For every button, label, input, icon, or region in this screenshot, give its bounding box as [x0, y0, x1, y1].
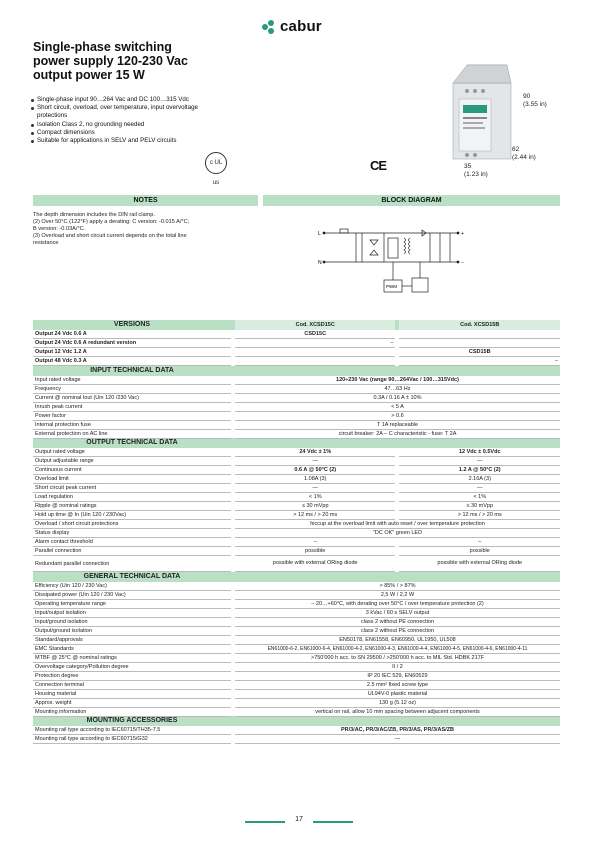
- notes-text: The depth dimension includes the DIN rail clamp. (2) Over 50°C (122°F) apply a derating: C version: -0.015 A/°C; B version: -0.03A/°C. (3) Overload and short circuit current depends on the total line resistance: [33, 212, 190, 246]
- version-row: Output 24 Vdc 0.6 A redundant version –: [33, 339, 560, 348]
- block-diagram: [318, 218, 468, 300]
- product-title: [33, 40, 243, 82]
- general-row: Output/ground isolation class 2 without PE connection: [33, 626, 560, 635]
- version-row: Output 12 Vdc 1.2 A CSD15B: [33, 348, 560, 357]
- notes-heading: NOTES: [33, 195, 258, 206]
- input-row: Inrush peak current < 5 A: [33, 402, 560, 411]
- general-row: Overvoltage category/Pollution degree II / 2: [33, 662, 560, 671]
- output-row: Continuous current 0.6 A @ 50°C (2) 1.2 A @ 50°C (2): [33, 466, 560, 475]
- input-row: Internal protection fuse T 1A replaceable: [33, 420, 560, 429]
- general-row: Protection degree IP 20 IEC 529, EN60529: [33, 671, 560, 680]
- feature-list: [31, 96, 221, 145]
- input-header-row: INPUT TECHNICAL DATA: [33, 366, 560, 376]
- output-header-row: OUTPUT TECHNICAL DATA: [33, 438, 560, 448]
- title-line-3: output power 15 W: [33, 68, 145, 82]
- version-row: Output 48 Vdc 0.3 A –: [35, 358, 558, 364]
- version-col-c: Cod. XCSD15C: [235, 320, 395, 330]
- ce-mark-icon: CE: [370, 158, 387, 173]
- general-row: Dissipated power (Uin 120 / 230 Vac) 2,5 W / 2,2 W: [33, 590, 560, 599]
- title-line-1: Single-phase switching: [33, 40, 172, 54]
- feature-item: Single-phase input 90…264 Vac and DC 100…315 Vdc: [31, 96, 221, 104]
- dimension-width: 35 (1.23 in): [464, 163, 488, 178]
- product-image: [445, 63, 520, 168]
- input-row: Power factor > 0.6: [33, 411, 560, 420]
- general-header-row: GENERAL TECHNICAL DATA: [33, 572, 560, 582]
- general-row: Efficiency (Uin 120 / 230 Vac) > 85% / > 87%: [33, 582, 560, 591]
- output-row: Ripple @ nominal ratings ≤ 30 mVpp ≤ 30 mVpp: [33, 502, 560, 511]
- dimension-depth: 62 (2.44 in): [512, 146, 536, 161]
- svg-text:N: N: [318, 260, 322, 266]
- general-row: Mounting information vertical on rail, allow 10 mm spacing between adjacent components: [33, 707, 560, 716]
- output-row: Status display "DC OK" green LED: [33, 529, 560, 538]
- svg-text:PWM: PWM: [386, 284, 397, 289]
- svg-text:L: L: [318, 231, 321, 237]
- output-row: Overload / short circuit protections hiccup at the overload limit with auto reset / over temperature protection: [33, 520, 560, 529]
- feature-item: Isolation Class 2, no grounding needed: [31, 121, 221, 129]
- general-row: Connection terminal 2.5 mm² fixed screw type: [33, 680, 560, 689]
- output-row: Output rated voltage 24 Vdc ± 1% 12 Vdc ± 0.5Vdc: [33, 448, 560, 457]
- version-col-b: Cod. XCSD15B: [399, 320, 560, 330]
- feature-item: Suitable for applications in SELV and PELV circuits: [31, 137, 221, 145]
- input-row: Input rated voltage 120÷230 Vac (range 90…264Vac / 100…315Vdc): [33, 376, 560, 385]
- svg-text:−: −: [461, 260, 464, 266]
- general-row: Operating temperature range – 20…+60°C, with derating over 50°C / over temperature protection (2): [33, 599, 560, 608]
- output-row: Load regulation < 1% < 1%: [33, 493, 560, 502]
- general-row: EMC Standards EN61000-6-2, EN61000-6-4, EN61000-4-2, EN61000-4-3, EN61000-4-4, EN61000-4-5, EN61000-4-6, EN61000-4-11: [33, 644, 560, 653]
- general-row: Input/ground isolation class 2 without PE connection: [33, 617, 560, 626]
- cabur-logo-icon: [262, 20, 276, 34]
- page-number: 17: [289, 816, 309, 823]
- page-footer: [245, 817, 353, 827]
- block-diagram-heading: BLOCK DIAGRAM: [263, 195, 560, 206]
- input-row: Frequency 47…63 Hz: [33, 384, 560, 393]
- versions-heading: VERSIONS: [33, 320, 231, 330]
- feature-item: Short circuit, overload, over temperature, input overvoltage protections: [31, 104, 221, 120]
- feature-item: Compact dimensions: [31, 129, 221, 137]
- output-row: Output adjustable range — —: [33, 457, 560, 466]
- input-row: Current @ nominal Iout (Uin 120 /230 Vac) 0.3A / 0.16 A ± 10%: [33, 393, 560, 402]
- output-row: Overload limit 1.08A (3) 2.16A (3): [33, 475, 560, 484]
- general-row: Approx. weight 130 g (5.12 oz): [33, 698, 560, 707]
- accessory-row: Mounting rail type according to IEC60715/TH35-7.5 PR/3/AC, PR/3/AC/ZB, PR/3/AS, PR/3/AS/ZB: [33, 726, 560, 735]
- accessories-header-row: MOUNTING ACCESSORIES: [33, 716, 560, 726]
- output-row: Alarm contact threshold – –: [33, 538, 560, 547]
- output-row: Parallel connection possible possible: [33, 547, 560, 556]
- accessory-row: Mounting rail type according to IEC60715/G32 —: [33, 735, 560, 744]
- general-row: MTBF @ 25°C @ nominal ratings >750'000 h acc. to SN 29500 / >250'000 h acc. to MIL Std. HDBK 217F: [33, 653, 560, 662]
- ul-mark-icon: c UL us: [205, 152, 227, 174]
- title-line-2: power supply 120-230 Vac: [33, 54, 188, 68]
- svg-text:+: +: [461, 231, 464, 237]
- versions-header-row: [33, 320, 560, 330]
- brand-logo: [262, 18, 322, 35]
- dimension-height: 90 (3.55 in): [523, 93, 547, 108]
- input-row: External protection on AC line circuit breaker: 2A – C characteristic - fuse: T 2A: [33, 429, 560, 438]
- output-row: Short circuit peak current — —: [33, 484, 560, 493]
- output-row: Redundant parallel connection possible with external ORing diode possible with external ORing diode: [33, 556, 560, 572]
- general-row: Standard/approvals EN50178, EN61558, EN60950, UL1950, UL508: [33, 635, 560, 644]
- version-row: Output 24 Vdc 0.6 A CSD15C: [33, 330, 560, 339]
- brand-name: cabur: [280, 18, 322, 35]
- output-row: Hold up time @ In (Uin 120 / 230Vac) > 12 ms / > 20 ms > 12 ms / > 20 ms: [33, 511, 560, 520]
- spec-table: [33, 320, 560, 744]
- general-row: Input/output isolation 3 kVac / 60 s SELV output: [33, 608, 560, 617]
- general-row: Housing material UL94V-0 plastic material: [33, 689, 560, 698]
